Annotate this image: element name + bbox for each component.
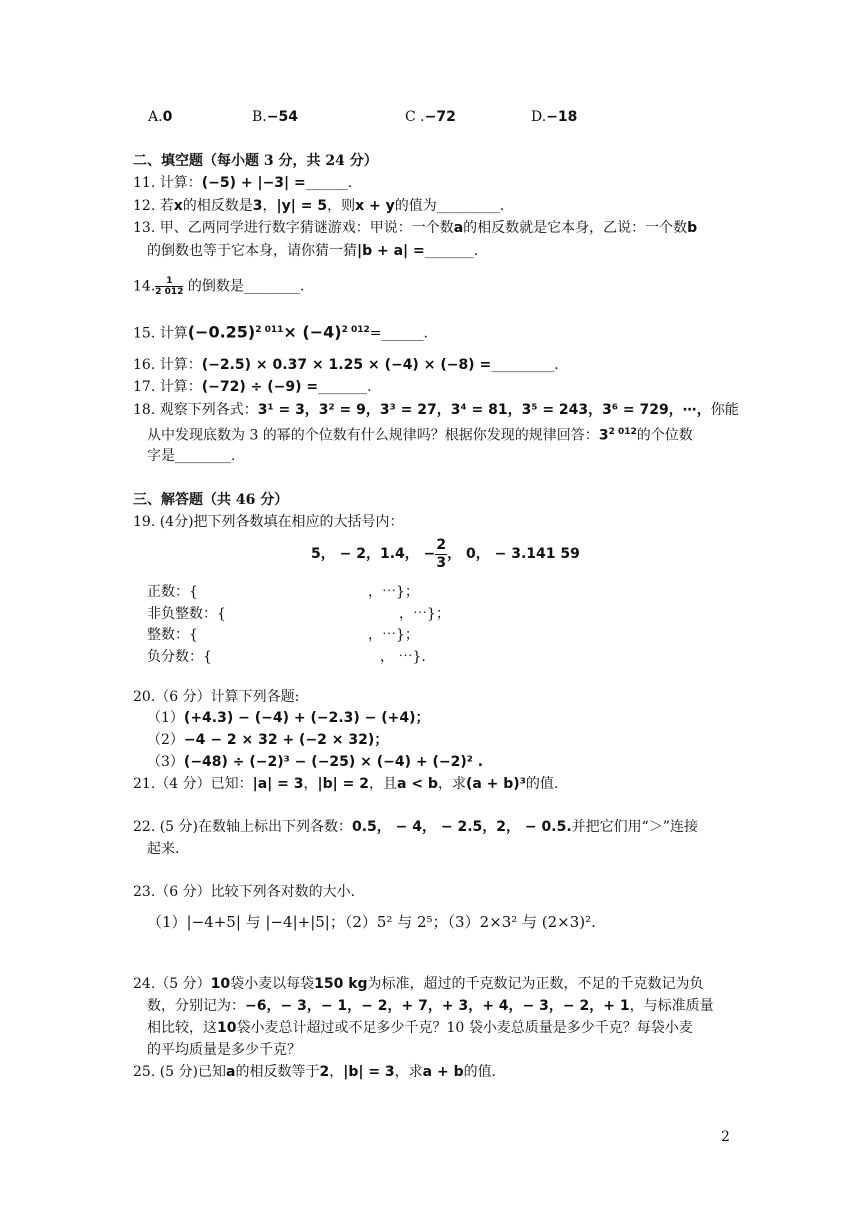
- q20-part-3: [147, 753, 483, 771]
- section2-title: 二、填空题（每小题 3 分，共 24 分）: [133, 153, 378, 169]
- q21-abs-a: |a| = 3: [252, 776, 304, 792]
- section3-title: 三、解答题（共 46 分）: [133, 492, 289, 508]
- q16-number: 16. 计算：: [133, 357, 202, 373]
- choice-b-value: −54: [266, 109, 298, 125]
- q15-number: 15. 计算: [133, 325, 188, 342]
- q20-part-3-expr: (−48) ÷ (−2)³ − (−25) × (−4) + (−2)² .: [183, 754, 484, 770]
- q21-text-4: ，求: [437, 776, 466, 792]
- question-23-head: 23.（6 分）比较下列各对数的大小.: [133, 884, 356, 900]
- choice-d: [531, 108, 577, 126]
- question-18-line-1: [133, 401, 739, 419]
- q25-value-2: 2: [319, 1064, 330, 1080]
- choice-d-value: −18: [546, 109, 578, 125]
- q19-negative-label: 负分数：{: [147, 649, 212, 665]
- q19-nonneg-end: ，⋯}；: [399, 606, 450, 622]
- q11-expression: (−5) + |−3| =: [201, 175, 306, 191]
- q12-number: 12. 若: [133, 198, 174, 214]
- q19-negative-end: ， ⋯}.: [380, 649, 426, 665]
- q15-blank: =______.: [369, 325, 428, 342]
- q18-text-2: 你能: [710, 402, 739, 418]
- q13-expression: |b + a| =: [357, 243, 425, 259]
- q13-text-3: 的倒数也等于它本身，请你猜一猜: [147, 243, 357, 259]
- q24-text-1: 24.（5 分）: [133, 976, 211, 992]
- q21-inequality: a < b: [397, 776, 438, 792]
- q13-text-2: 的相反数就是它本身，乙说：一个数: [463, 220, 688, 236]
- q12-var-x: x: [173, 198, 183, 214]
- q25-text-4: ，求: [394, 1064, 423, 1080]
- q21-text-2: ，: [303, 776, 318, 792]
- question-12: [133, 197, 504, 215]
- q19-integer-label: 整数：{: [147, 627, 198, 643]
- q19-numbers-part-1: 5， − 2，1.4， −: [311, 546, 436, 562]
- question-11: [133, 174, 352, 192]
- q25-text-5: 的值.: [463, 1064, 497, 1080]
- q20-part-2: [147, 731, 388, 749]
- q11-number: 11. 计算：: [133, 175, 202, 191]
- q17-blank: _______.: [318, 379, 372, 395]
- q24-text-7: 袋小麦总计超过或不足多少千克？10 袋小麦总质量是多少千克？每袋小麦: [236, 1020, 693, 1036]
- q24-standard-weight: 150 kg: [314, 976, 368, 992]
- question-24-line-4: 的平均质量是多少千克？: [147, 1042, 301, 1058]
- q19-numerator: 2: [436, 536, 447, 553]
- q25-text-3: ，: [329, 1064, 344, 1080]
- q19-nonneg-label: 非负整数：{: [147, 606, 226, 622]
- question-24-line-2: [147, 997, 714, 1015]
- question-13-line-1: [133, 219, 697, 237]
- q20-part-1-expr: (+4.3) − (−4) + (−2.3) − (+4)；: [183, 710, 430, 726]
- q24-text-4: 数，分别记为：: [147, 998, 245, 1014]
- q16-blank: _________.: [491, 357, 559, 373]
- q19-denominator: 3: [436, 554, 447, 571]
- q15-base-2: × (−4): [283, 322, 342, 342]
- q21-abs-b: |b| = 2: [317, 776, 369, 792]
- q22-numbers: 0.5， − 4， − 2.5，2， − 0.5.: [352, 819, 572, 835]
- q17-expression: (−72) ÷ (−9) =: [201, 379, 319, 395]
- q18-power-base: 3: [598, 427, 609, 444]
- q24-count-2: 10: [217, 1020, 237, 1036]
- q18-powers: 3¹ = 3，3² = 9，3³ = 27，3⁴ = 81，3⁵ = 243，3⁶ = 729，⋯，: [257, 402, 711, 418]
- q19-positive-label: 正数：{: [147, 584, 198, 600]
- q24-text-3: 为标准，超过的千克数记为正数，不足的千克数记为负: [367, 976, 704, 992]
- q14-blank: 的倒数是________.: [187, 278, 305, 295]
- q24-count: 10: [210, 976, 231, 992]
- q18-text-4: 的个位数: [636, 427, 693, 444]
- question-22-line-1: [133, 818, 698, 836]
- choice-c-label: C .: [405, 109, 425, 125]
- q24-values: −6，− 3，− 1，− 2，+ 7，+ 3，+ 4，− 3，− 2，+ 1: [245, 998, 630, 1014]
- q25-abs-b: |b| = 3: [343, 1064, 395, 1080]
- question-17: [133, 378, 372, 396]
- q14-fraction: [155, 276, 183, 297]
- question-22-line-2: 起来.: [147, 841, 180, 857]
- choice-d-label: D.: [531, 109, 547, 125]
- choice-b: [252, 108, 298, 126]
- q22-text-2: 并把它们用“＞”连接: [571, 819, 698, 835]
- question-21: [133, 775, 558, 793]
- question-24-line-1: [133, 975, 704, 993]
- q18-text-1: 18. 观察下列各式：: [133, 402, 258, 418]
- choice-b-label: B.: [252, 109, 267, 125]
- q12-text-2: ，: [262, 198, 277, 214]
- q21-text-3: ，且: [369, 776, 397, 792]
- q19-fraction: [435, 537, 447, 572]
- q12-blank: 的值为_________.: [394, 198, 505, 214]
- q24-text-6: 相比较，这: [147, 1020, 217, 1036]
- q13-blank: _______.: [424, 243, 479, 259]
- q21-text-1: 21.（4 分）已知：: [133, 776, 253, 792]
- q13-var-b: b: [687, 220, 698, 236]
- choice-c: [405, 108, 456, 126]
- q15-exponent-2: 2 012: [341, 325, 370, 335]
- q20-part-2-expr: −4 − 2 × 32 + (−2 × 32)；: [183, 732, 389, 748]
- question-19-numbers: [311, 532, 580, 576]
- q22-text-1: 22. (5 分)在数轴上标出下列各数：: [133, 819, 352, 835]
- q25-var-a: a: [226, 1064, 236, 1080]
- question-16: [133, 356, 559, 374]
- question-25: [133, 1063, 496, 1081]
- choice-a: [148, 108, 172, 126]
- question-19-head: 19. (4分)把下列各数填在相应的大括号内：: [133, 514, 404, 530]
- q20-part-1-label: （1）: [147, 710, 184, 726]
- q12-text-3: ，则: [327, 198, 356, 214]
- q20-part-2-label: （2）: [147, 732, 184, 748]
- q25-text-2: 的相反数等于: [235, 1064, 320, 1080]
- choice-c-value: −72: [424, 109, 456, 125]
- q16-expression: (−2.5) × 0.37 × 1.25 × (−4) × (−8) =: [201, 357, 492, 373]
- q18-power-exponent: 2 012: [608, 427, 637, 437]
- q25-sum: a + b: [422, 1064, 464, 1080]
- q21-expression: (a + b)³: [465, 776, 526, 792]
- q19-numbers-part-2: ， 0， − 3.141 59: [447, 546, 580, 562]
- q20-part-1: [147, 709, 430, 727]
- q15-exponent-1: 2 011: [255, 325, 284, 335]
- question-23-body: （1）|−4+5| 与 |−4|+|5|；（2）5² 与 2⁵；（3）2×3² 与 (2×3)².: [147, 913, 596, 931]
- q17-number: 17. 计算：: [133, 379, 202, 395]
- q13-text-1: 13. 甲、乙两同学进行数字猜谜游戏：甲说：一个数: [133, 220, 454, 236]
- q12-abs-y: |y| = 5: [276, 198, 328, 214]
- question-24-line-3: [147, 1019, 693, 1037]
- q24-text-2: 袋小麦以每袋: [230, 976, 315, 992]
- q14-number: 14.: [133, 278, 156, 295]
- q18-text-3: 从中发现底数为 3 的幂的个位数有什么规律吗？根据你发现的规律回答：: [147, 427, 599, 444]
- question-13-line-2: [147, 242, 478, 260]
- question-14: [133, 276, 304, 297]
- q24-text-5: ，与标准质量: [629, 998, 714, 1014]
- q14-denominator: 2 012: [155, 287, 184, 297]
- q19-positive-end: ，⋯}；: [368, 584, 419, 600]
- q25-text-1: 25. (5 分)已知: [133, 1064, 226, 1080]
- q15-base-1: (−0.25): [187, 322, 256, 342]
- choice-a-label: A.: [148, 109, 163, 125]
- question-20-head: 20.（6 分）计算下列各题:: [133, 689, 300, 705]
- q12-value-3: 3: [252, 198, 263, 214]
- page-number: 2: [721, 1129, 730, 1145]
- question-15: [133, 321, 428, 343]
- q21-text-5: 的值.: [525, 776, 559, 792]
- q12-text-1: 的相反数是: [182, 198, 253, 214]
- q20-part-3-label: （3）: [147, 754, 184, 770]
- choice-a-value: 0: [162, 109, 173, 125]
- question-18-line-3: 字是________.: [147, 448, 236, 464]
- q14-numerator: 1: [155, 276, 183, 287]
- q13-var-a: a: [453, 220, 464, 236]
- q19-integer-end: ，⋯}；: [368, 627, 419, 643]
- q12-sum: x + y: [355, 198, 395, 214]
- question-18-line-2: [147, 423, 693, 445]
- q11-blank: ______.: [305, 175, 353, 191]
